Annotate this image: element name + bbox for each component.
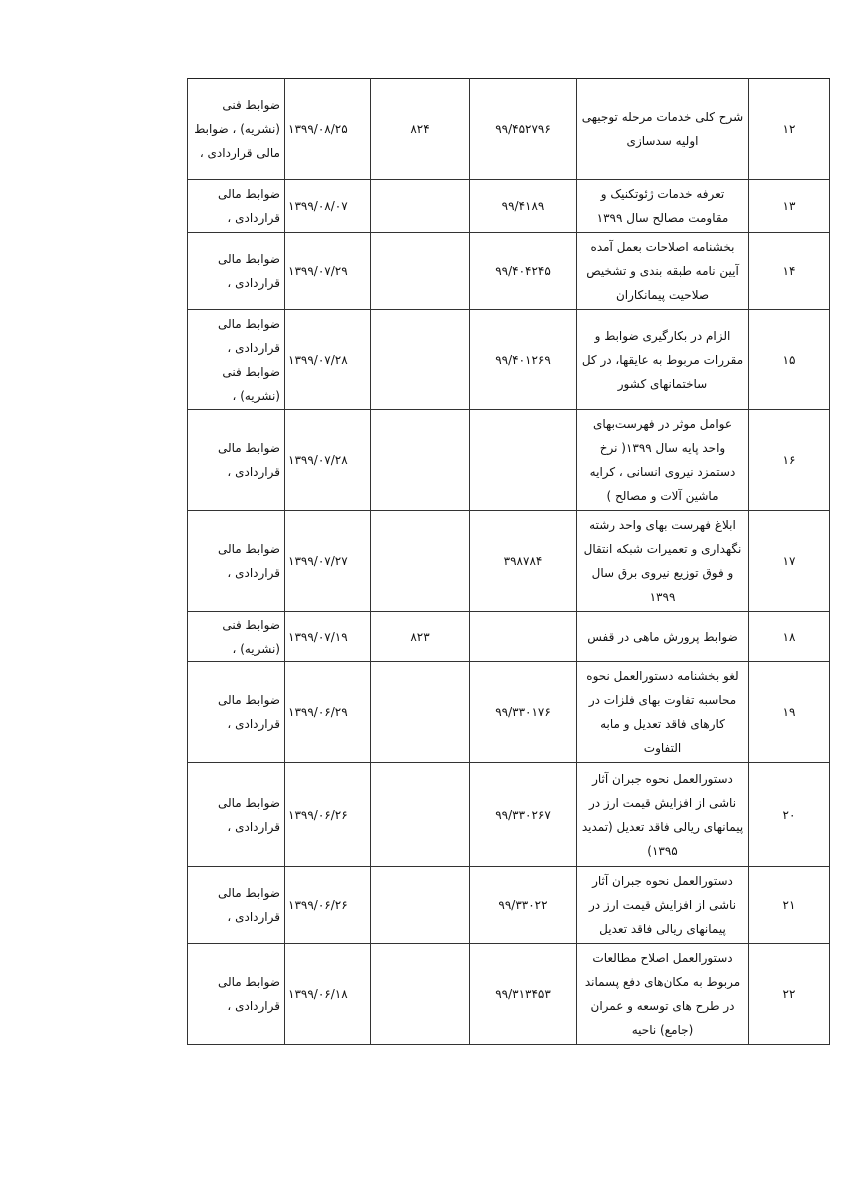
- row-number: ۱۴: [749, 233, 830, 310]
- table-row: [188, 310, 830, 410]
- row-category: ضوابط مالی قراردادی ،: [188, 763, 285, 867]
- row-number: ۱۶: [749, 410, 830, 511]
- table-row: [188, 511, 830, 612]
- row-issue-number: [371, 944, 470, 1045]
- row-issue-number: ۸۲۴: [371, 79, 470, 180]
- row-number: ۲۰: [749, 763, 830, 867]
- row-issue-number: [371, 763, 470, 867]
- row-date: ۱۳۹۹/۰۸/۲۵: [285, 79, 371, 180]
- row-issue-number: [371, 511, 470, 612]
- table-row: [188, 867, 830, 944]
- row-title: شرح کلی خدمات مرحله توجیهی اولیه سدسازی: [577, 79, 749, 180]
- row-category: ضوابط مالی قراردادی ،: [188, 511, 285, 612]
- table-row: [188, 180, 830, 233]
- row-number: ۱۷: [749, 511, 830, 612]
- row-issue-number: [371, 180, 470, 233]
- row-date: ۱۳۹۹/۰۷/۲۹: [285, 233, 371, 310]
- row-letter-number: ۹۹/۳۳۰۲۶۷: [470, 763, 577, 867]
- row-category: ضوابط مالی قراردادی ،: [188, 867, 285, 944]
- table-row: [188, 612, 830, 662]
- row-letter-number: ۹۹/۴۰۱۲۶۹: [470, 310, 577, 410]
- row-title: الزام در بکارگیری ضوابط و مقررات مربوط به عایقها، در کل ساختمانهای کشور: [577, 310, 749, 410]
- table-row: [188, 662, 830, 763]
- row-date: ۱۳۹۹/۰۶/۲۹: [285, 662, 371, 763]
- row-title: بخشنامه اصلاحات بعمل آمده آیین نامه طبقه بندی و تشخیص صلاحیت پیمانکاران: [577, 233, 749, 310]
- row-category: ضوابط مالی قراردادی ، ضوابط فنی (نشریه) ،: [188, 310, 285, 410]
- row-date: ۱۳۹۹/۰۸/۰۷: [285, 180, 371, 233]
- row-title: عوامل موثر در فهرست‌بهای واحد پایه سال ۱۳۹۹( نرخ دستمزد نیروی انسانی ، کرایه ماشین آلات و مصالح ): [577, 410, 749, 511]
- row-letter-number: [470, 410, 577, 511]
- row-number: ۱۹: [749, 662, 830, 763]
- row-number: ۲۱: [749, 867, 830, 944]
- row-letter-number: ۹۹/۳۱۳۴۵۳: [470, 944, 577, 1045]
- table-row: [188, 233, 830, 310]
- row-title: دستورالعمل اصلاح مطالعات مربوط به مکان‌های دفع پسماند در طرح های توسعه و عمران (جامع) ناحیه: [577, 944, 749, 1045]
- row-issue-number: ۸۲۳: [371, 612, 470, 662]
- row-letter-number: ۹۹/۳۳۰۲۲: [470, 867, 577, 944]
- row-number: ۱۸: [749, 612, 830, 662]
- table-row: [188, 410, 830, 511]
- row-issue-number: [371, 662, 470, 763]
- table-row: [188, 79, 830, 180]
- row-category: ضوابط مالی قراردادی ،: [188, 944, 285, 1045]
- row-title: لغو بخشنامه دستورالعمل نحوه محاسبه تفاوت بهای فلزات در کارهای فاقد تعدیل و مابه التفاوت: [577, 662, 749, 763]
- row-letter-number: ۳۹۸۷۸۴: [470, 511, 577, 612]
- row-letter-number: ۹۹/۴۵۲۷۹۶: [470, 79, 577, 180]
- row-date: ۱۳۹۹/۰۶/۲۶: [285, 763, 371, 867]
- row-issue-number: [371, 233, 470, 310]
- row-title: ضوابط پرورش ماهی در قفس: [577, 612, 749, 662]
- row-date: ۱۳۹۹/۰۶/۲۶: [285, 867, 371, 944]
- row-date: ۱۳۹۹/۰۶/۱۸: [285, 944, 371, 1045]
- row-category: ضوابط مالی قراردادی ،: [188, 662, 285, 763]
- row-category: ضوابط فنی (نشریه) ، ضوابط مالی قراردادی ،: [188, 79, 285, 180]
- row-letter-number: ۹۹/۳۳۰۱۷۶: [470, 662, 577, 763]
- row-title: تعرفه خدمات ژئوتکنیک و مقاومت مصالح سال ۱۳۹۹: [577, 180, 749, 233]
- row-letter-number: [470, 612, 577, 662]
- row-category: ضوابط فنی (نشریه) ،: [188, 612, 285, 662]
- row-date: ۱۳۹۹/۰۷/۲۸: [285, 310, 371, 410]
- row-date: ۱۳۹۹/۰۷/۱۹: [285, 612, 371, 662]
- row-category: ضوابط مالی قراردادی ،: [188, 410, 285, 511]
- row-number: ۱۵: [749, 310, 830, 410]
- row-title: دستورالعمل نحوه جبران آثار ناشی از افزایش قیمت ارز در پیمانهای ریالی فاقد تعدیل: [577, 867, 749, 944]
- row-number: ۱۲: [749, 79, 830, 180]
- row-number: ۲۲: [749, 944, 830, 1045]
- row-issue-number: [371, 867, 470, 944]
- table-row: [188, 763, 830, 867]
- row-issue-number: [371, 310, 470, 410]
- row-category: ضوابط مالی قراردادی ،: [188, 233, 285, 310]
- row-number: ۱۳: [749, 180, 830, 233]
- table-row: [188, 944, 830, 1045]
- row-date: ۱۳۹۹/۰۷/۲۷: [285, 511, 371, 612]
- row-title: دستورالعمل نحوه جبران آثار ناشی از افزایش قیمت ارز در پیمانهای ریالی فاقد تعدیل (تمدید ۱۳۹۵): [577, 763, 749, 867]
- regulations-table: [187, 78, 830, 1045]
- row-letter-number: ۹۹/۴۱۸۹: [470, 180, 577, 233]
- row-date: ۱۳۹۹/۰۷/۲۸: [285, 410, 371, 511]
- row-issue-number: [371, 410, 470, 511]
- row-title: ابلاغ فهرست بهای واحد رشته نگهداری و تعمیرات شبکه انتقال و فوق توزیع نیروی برق سال ۱۳۹۹: [577, 511, 749, 612]
- row-category: ضوابط مالی قراردادی ،: [188, 180, 285, 233]
- row-letter-number: ۹۹/۴۰۴۲۴۵: [470, 233, 577, 310]
